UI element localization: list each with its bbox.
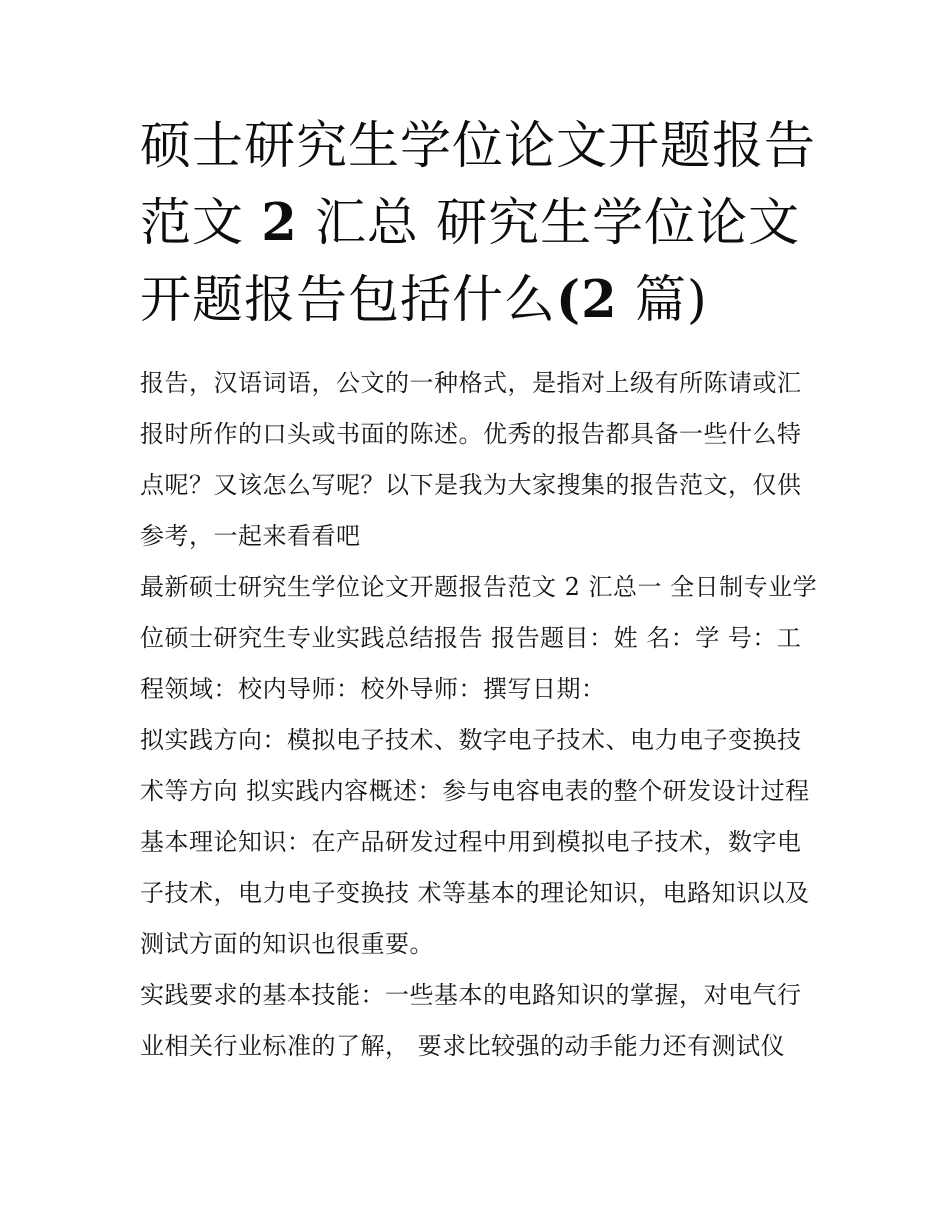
paragraph-practice-direction: 拟实践方向：模拟电子技术、数字电子技术、电力电子变换技术等方向 拟实践内容概述：参与电容电表的整个研发设计过程: [140, 726, 810, 805]
paragraph-basic-theory: 基本理论知识：在产品研发过程中用到模拟电子技术，数字电子技术，电力电子变换技 术等基本的理论知识，电路知识以及测试方面的知识也很重要。: [140, 828, 810, 958]
paragraph-basic-skills: 实践要求的基本技能：一些基本的电路知识的掌握，对电气行业相关行业标准的了解， 要求比较强的动手能力还有测试仪: [140, 981, 802, 1060]
document-title: 硕士研究生学位论文开题报告范文 2 汇总 研究生学位论文开题报告包括什么(2 篇): [140, 117, 817, 330]
document-body: [140, 358, 820, 1072]
paragraph-report-header: 最新硕士研究生学位论文开题报告范文 2 汇总一 全日制专业学位硕士研究生专业实践总结报告 报告题目：姓 名：学 号：工程领域：校内导师：校外导师：撰写日期：: [140, 573, 818, 703]
document-page: [140, 108, 820, 1072]
paragraph-intro: 报告，汉语词语，公文的一种格式，是指对上级有所陈请或汇报时所作的口头或书面的陈述。优秀的报告都具备一些什么特点呢？又该怎么写呢？以下是我为大家搜集的报告范文，仅供参考，一起来看看吧: [140, 369, 802, 550]
